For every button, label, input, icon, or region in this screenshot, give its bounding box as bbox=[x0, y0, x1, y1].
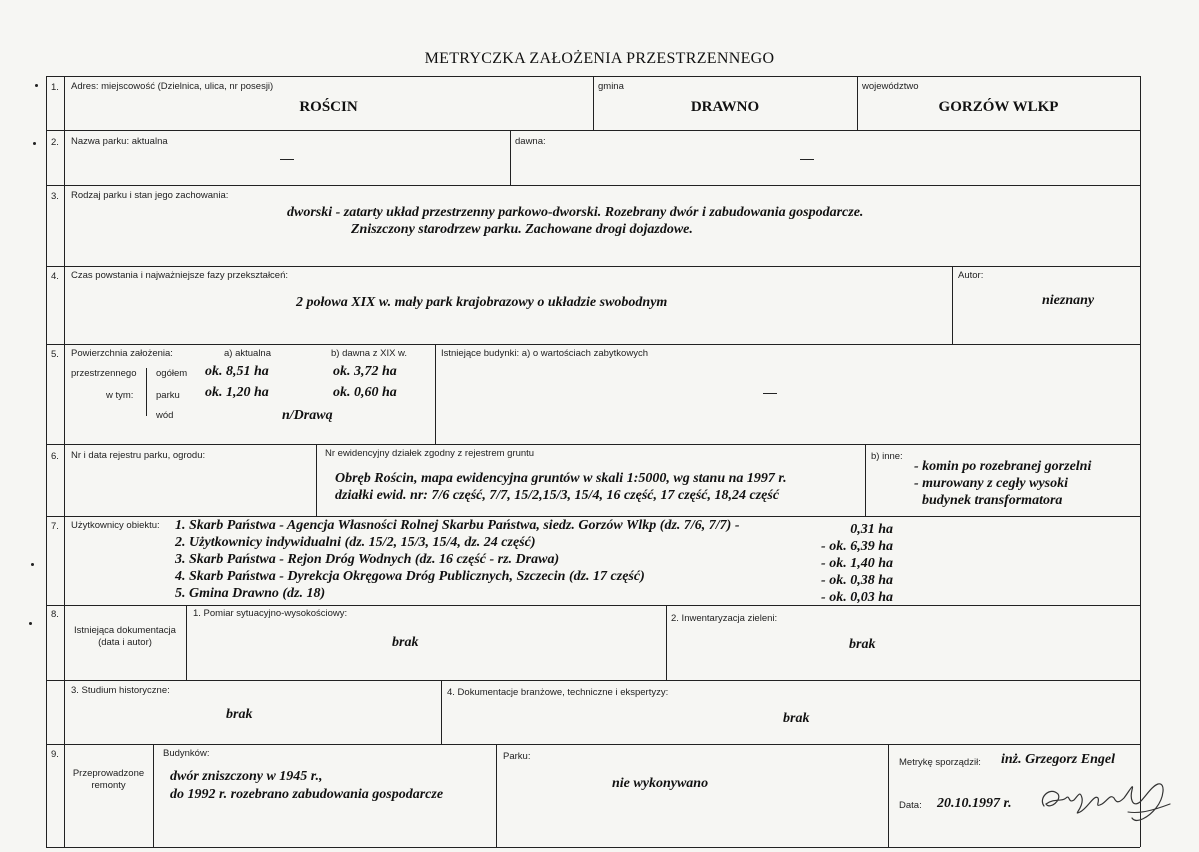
user-4-text: 4. Skarb Państwa - Dyrekcja Okręgowa Dróg Publicznych, Szczecin (dz. 17 część) bbox=[175, 569, 645, 584]
row-border bbox=[46, 516, 1140, 517]
number-column-border bbox=[64, 76, 65, 847]
autor-value: nieznany bbox=[1042, 293, 1095, 308]
row-border bbox=[46, 444, 1140, 445]
parku-remonty-label: Parku: bbox=[503, 751, 531, 762]
budynkow-label: Budynków: bbox=[163, 748, 210, 759]
table-right-border bbox=[1140, 76, 1141, 847]
studium-label: 3. Studium historyczne: bbox=[71, 685, 170, 696]
remonty-sublabel: remonty bbox=[91, 780, 126, 791]
document-title: METRYCZKA ZAŁOŻENIA PRZESTRZENNEGO bbox=[424, 50, 775, 67]
dokumentacja-label: Istniejąca dokumentacja bbox=[74, 625, 176, 636]
autor-label: Autor: bbox=[958, 270, 984, 281]
ogolem-dawna-value: ok. 3,72 ha bbox=[333, 364, 397, 379]
powierzchnia-label: Powierzchnia założenia: bbox=[71, 348, 173, 359]
row-number: 4. bbox=[51, 271, 59, 282]
cell-border bbox=[496, 744, 497, 847]
cell-border bbox=[316, 444, 317, 516]
czas-powstania-label: Czas powstania i najważniejsze fazy przekształceń: bbox=[71, 270, 289, 281]
data-label: Data: bbox=[899, 800, 922, 811]
user-3-text: 3. Skarb Państwa - Rejon Dróg Wodnych (dz. 16 część - rz. Drawa) bbox=[175, 552, 560, 567]
user-4-area: - ok. 0,38 ha bbox=[821, 573, 893, 588]
cell-border bbox=[153, 744, 154, 847]
row-border bbox=[46, 605, 1140, 606]
parku-area-label: parku bbox=[156, 390, 180, 401]
cell-border bbox=[888, 744, 889, 847]
nazwa-parku-value: — bbox=[280, 150, 294, 166]
studium-value: brak bbox=[226, 707, 253, 722]
dokumentacje-branzowe-value: brak bbox=[783, 711, 810, 726]
aktualna-label: a) aktualna bbox=[224, 348, 272, 359]
inne-line3: budynek transformatora bbox=[922, 493, 1063, 508]
row-number: 5. bbox=[51, 349, 59, 360]
table-left-border bbox=[46, 76, 47, 847]
user-5-area: - ok. 0,03 ha bbox=[821, 590, 893, 605]
ewidencja-line1: Obręb Rościn, mapa ewidencyjna gruntów w skali 1:5000, wg stanu na 1997 r. bbox=[335, 471, 787, 486]
user-5-text: 5. Gmina Drawno (dz. 18) bbox=[175, 586, 326, 601]
row-number: 3. bbox=[51, 191, 59, 202]
sporzadzil-value: inż. Grzegorz Engel bbox=[1001, 752, 1115, 767]
nazwa-parku-label: Nazwa parku: aktualna bbox=[71, 136, 168, 147]
uzytkownicy-label: Użytkownicy obiektu: bbox=[71, 520, 160, 531]
wod-value: n/Drawą bbox=[282, 408, 333, 423]
row-number: 1. bbox=[51, 82, 59, 93]
inne-line1: - komin po rozebranej gorzelni bbox=[914, 459, 1092, 474]
row-number: 8. bbox=[51, 609, 59, 620]
cell-border bbox=[666, 605, 667, 680]
ogolem-label: ogółem bbox=[156, 368, 188, 379]
inne-line2: - murowany z cegły wysoki bbox=[914, 476, 1068, 491]
row-number: 7. bbox=[51, 521, 59, 532]
row-border bbox=[46, 266, 1140, 267]
data-value: 20.10.1997 r. bbox=[937, 796, 1012, 811]
adres-label: Adres: miejscowość (Dzielnica, ulica, nr posesji) bbox=[71, 81, 274, 92]
dawna-value: — bbox=[800, 150, 814, 166]
user-2-text: 2. Użytkownicy indywidualni (dz. 15/2, 15/3, 15/4, dz. 24 część) bbox=[175, 535, 536, 550]
budynkow-line2: do 1992 r. rozebrano zabudowania gospodarcze bbox=[170, 787, 444, 802]
rodzaj-parku-label: Rodzaj parku i stan jego zachowania: bbox=[71, 190, 229, 201]
pomiar-value: brak bbox=[392, 635, 419, 650]
margin-dot bbox=[35, 84, 38, 87]
remonty-label: Przeprowadzone bbox=[72, 768, 145, 779]
przestrzennego-label: przestrzennego bbox=[71, 368, 137, 379]
wod-label: wód bbox=[156, 410, 174, 421]
gmina-label: gmina bbox=[598, 81, 624, 92]
margin-dot bbox=[29, 622, 32, 625]
row-border bbox=[46, 680, 1140, 681]
user-1-text: 1. Skarb Państwa - Agencja Własności Rolnej Skarbu Państwa, siedz. Gorzów Wlkp (dz. 7/6, 7/7) - bbox=[175, 518, 740, 533]
row-number: 2. bbox=[51, 137, 59, 148]
cell-border bbox=[441, 680, 442, 744]
parku-remonty-value: nie wykonywano bbox=[612, 776, 709, 791]
w-tym-label: w tym: bbox=[106, 390, 134, 401]
gmina-value: DRAWNO bbox=[690, 99, 760, 115]
cell-border bbox=[186, 605, 187, 680]
ewidencja-line2: działki ewid. nr: 7/6 część, 7/7, 15/2,15/3, 15/4, 16 część, 17 część, 18,24 część bbox=[335, 488, 780, 503]
row-border bbox=[46, 847, 1140, 848]
budynki-label: Istniejące budynki: a) o wartościach zabytkowych bbox=[441, 348, 648, 359]
dokumentacja-sublabel: (data i autor) bbox=[98, 637, 152, 648]
inne-label: b) inne: bbox=[871, 451, 903, 462]
row-number: 9. bbox=[51, 749, 59, 760]
dawna-xix-label: b) dawna z XIX w. bbox=[331, 348, 408, 359]
rodzaj-parku-line1: dworski - zatarty układ przestrzenny parkowo-dworski. Rozebrany dwór i zabudowania gospodarcze. bbox=[287, 205, 864, 220]
row-border bbox=[46, 130, 1140, 131]
margin-dot bbox=[31, 563, 34, 566]
row-border bbox=[46, 744, 1140, 745]
adres-value: ROŚCIN bbox=[299, 99, 358, 115]
wojewodztwo-label: województwo bbox=[862, 81, 919, 92]
inwentaryzacja-value: brak bbox=[849, 637, 876, 652]
budynki-value: — bbox=[763, 384, 777, 400]
czas-powstania-value: 2 połowa XIX w. mały park krajobrazowy o układzie swobodnym bbox=[296, 295, 668, 310]
cell-border bbox=[952, 266, 953, 344]
pomiar-label: 1. Pomiar sytuacyjno-wysokościowy: bbox=[193, 608, 348, 619]
row-border bbox=[46, 344, 1140, 345]
handwritten-signature bbox=[1036, 768, 1176, 830]
parku-dawna-value: ok. 0,60 ha bbox=[333, 385, 397, 400]
row-number: 6. bbox=[51, 451, 59, 462]
user-3-area: - ok. 1,40 ha bbox=[821, 556, 893, 571]
dawna-label: dawna: bbox=[515, 136, 546, 147]
user-1-area: 0,31 ha bbox=[850, 522, 893, 537]
rodzaj-parku-line2: Zniszczony starodrzew parku. Zachowane drogi dojazdowe. bbox=[351, 222, 693, 237]
budynkow-line1: dwór zniszczony w 1945 r., bbox=[170, 769, 323, 784]
ewidencja-label: Nr ewidencyjny działek zgodny z rejestrem gruntu bbox=[325, 448, 535, 459]
ogolem-aktualna-value: ok. 8,51 ha bbox=[205, 364, 269, 379]
margin-dot bbox=[33, 142, 36, 145]
row-border bbox=[46, 185, 1140, 186]
cell-border bbox=[865, 444, 866, 516]
sporzadzil-label: Metrykę sporządził: bbox=[899, 757, 981, 768]
inwentaryzacja-label: 2. Inwentaryzacja zieleni: bbox=[671, 613, 778, 624]
parku-aktualna-value: ok. 1,20 ha bbox=[205, 385, 269, 400]
wojewodztwo-value: GORZÓW WLKP bbox=[938, 99, 1059, 115]
bracket-line bbox=[146, 368, 147, 416]
rejestr-label: Nr i data rejestru parku, ogrodu: bbox=[71, 450, 206, 461]
user-2-area: - ok. 6,39 ha bbox=[821, 539, 893, 554]
dokumentacje-branzowe-label: 4. Dokumentacje branżowe, techniczne i ekspertyzy: bbox=[447, 687, 669, 698]
